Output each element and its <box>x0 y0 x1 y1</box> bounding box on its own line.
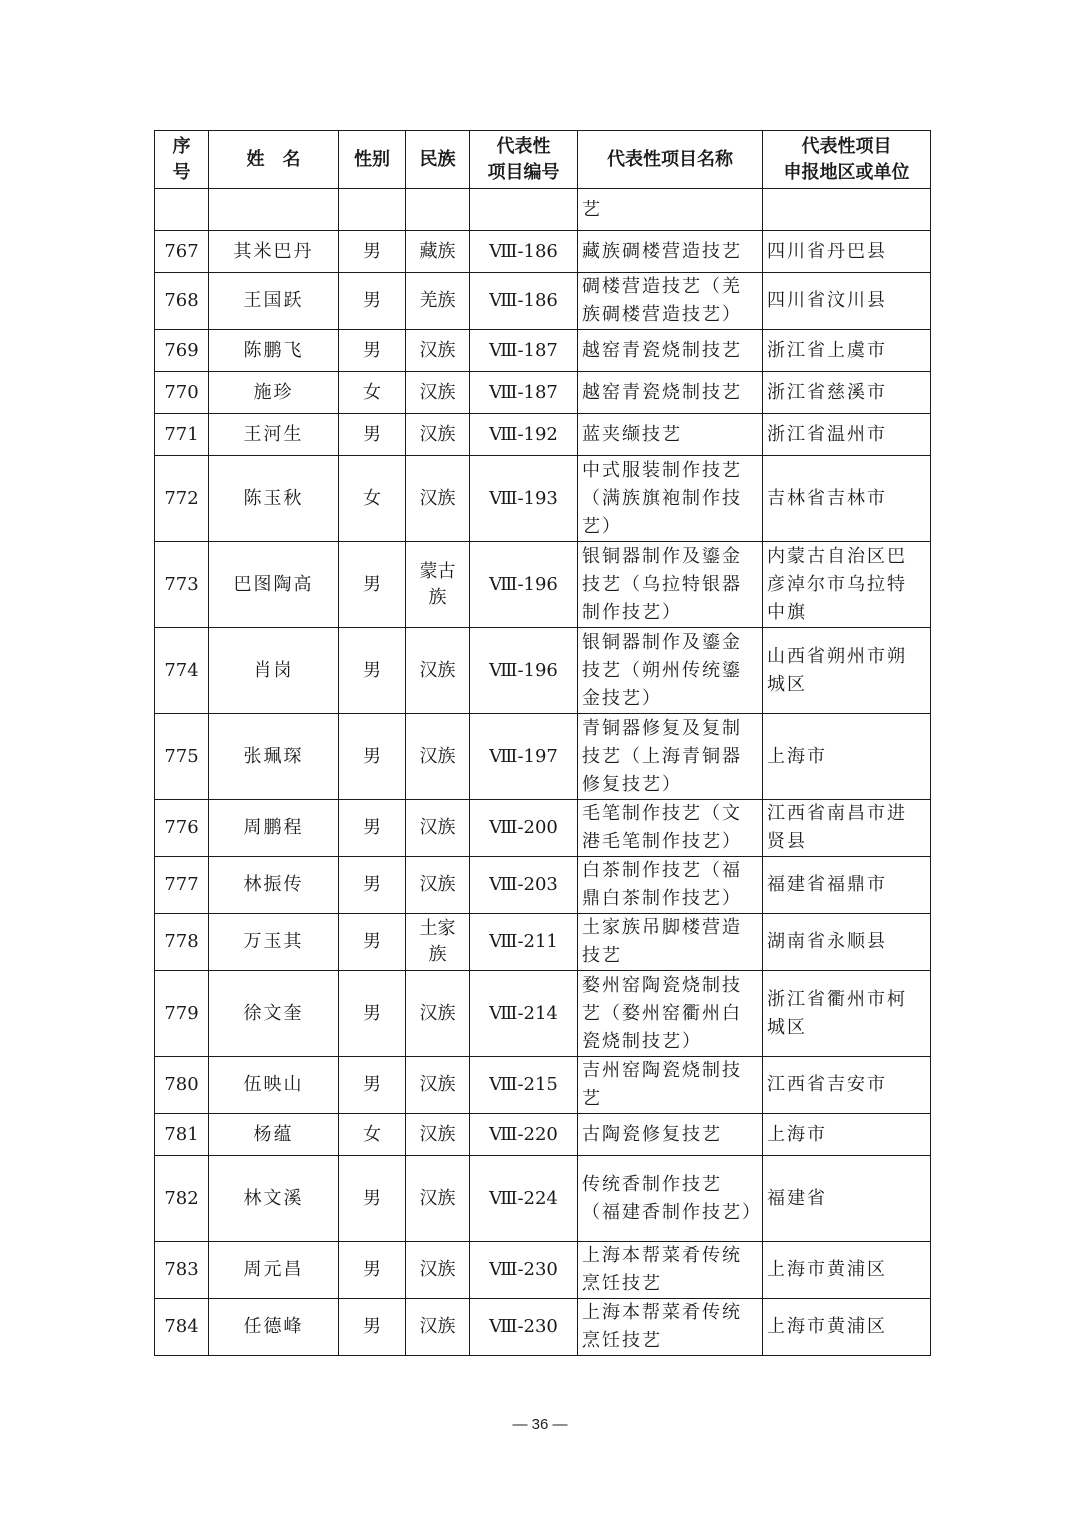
cell-project: 上海本帮菜肴传统烹饪技艺 <box>578 1242 763 1299</box>
cell-gender: 男 <box>339 628 406 714</box>
cell-name <box>209 189 339 231</box>
cell-name: 陈鹏飞 <box>209 330 339 372</box>
cell-seq: 767 <box>155 231 209 273</box>
cell-ethnicity: 汉族 <box>406 456 470 542</box>
cell-region: 四川省汶川县 <box>763 273 931 330</box>
cell-region: 上海市 <box>763 1114 931 1156</box>
cell-seq: 770 <box>155 372 209 414</box>
table-row <box>155 1156 931 1242</box>
cell-name: 王国跃 <box>209 273 339 330</box>
cell-gender: 男 <box>339 1156 406 1242</box>
cell-seq: 780 <box>155 1057 209 1114</box>
cell-region: 浙江省慈溪市 <box>763 372 931 414</box>
cell-name: 徐文奎 <box>209 971 339 1057</box>
cell-name: 任德峰 <box>209 1299 339 1356</box>
header-code: 代表性 项目编号 <box>470 131 578 189</box>
cell-name: 周元昌 <box>209 1242 339 1299</box>
cell-seq: 774 <box>155 628 209 714</box>
cell-region: 江西省吉安市 <box>763 1057 931 1114</box>
inheritors-table <box>154 130 931 1356</box>
cell-code: Ⅷ-196 <box>470 628 578 714</box>
table-row <box>155 330 931 372</box>
table-body <box>155 189 931 1356</box>
cell-ethnicity: 汉族 <box>406 971 470 1057</box>
cell-region: 山西省朔州市朔城区 <box>763 628 931 714</box>
cell-gender: 男 <box>339 330 406 372</box>
cell-ethnicity: 汉族 <box>406 372 470 414</box>
cell-region: 四川省丹巴县 <box>763 231 931 273</box>
cell-ethnicity: 汉族 <box>406 714 470 800</box>
cell-name: 杨蕴 <box>209 1114 339 1156</box>
cell-code: Ⅷ-220 <box>470 1114 578 1156</box>
cell-region: 福建省 <box>763 1156 931 1242</box>
cell-code: Ⅷ-186 <box>470 273 578 330</box>
cell-gender: 男 <box>339 273 406 330</box>
cell-seq: 779 <box>155 971 209 1057</box>
cell-project: 毛笔制作技艺（文港毛笔制作技艺） <box>578 800 763 857</box>
table-row-continued <box>155 189 931 231</box>
cell-gender: 男 <box>339 1299 406 1356</box>
cell-gender: 男 <box>339 800 406 857</box>
cell-ethnicity: 汉族 <box>406 330 470 372</box>
table-row <box>155 372 931 414</box>
cell-gender: 男 <box>339 714 406 800</box>
cell-name: 林文溪 <box>209 1156 339 1242</box>
cell-region: 浙江省上虞市 <box>763 330 931 372</box>
cell-gender: 男 <box>339 1242 406 1299</box>
cell-ethnicity: 汉族 <box>406 414 470 456</box>
cell-code: Ⅷ-186 <box>470 231 578 273</box>
table-row <box>155 714 931 800</box>
table-row <box>155 414 931 456</box>
cell-seq: 776 <box>155 800 209 857</box>
header-ethnicity: 民族 <box>406 131 470 189</box>
cell-gender: 女 <box>339 456 406 542</box>
header-project: 代表性项目名称 <box>578 131 763 189</box>
table-row <box>155 971 931 1057</box>
cell-ethnicity: 藏族 <box>406 231 470 273</box>
cell-code: Ⅷ-211 <box>470 914 578 971</box>
cell-ethnicity: 汉族 <box>406 1114 470 1156</box>
cell-region: 福建省福鼎市 <box>763 857 931 914</box>
header-region: 代表性项目 申报地区或单位 <box>763 131 931 189</box>
table-row <box>155 273 931 330</box>
cell-project: 艺 <box>578 189 763 231</box>
table-row <box>155 628 931 714</box>
cell-code <box>470 189 578 231</box>
table-row <box>155 857 931 914</box>
cell-seq: 773 <box>155 542 209 628</box>
cell-project: 白茶制作技艺（福鼎白茶制作技艺） <box>578 857 763 914</box>
cell-project: 蓝夹缬技艺 <box>578 414 763 456</box>
cell-region: 上海市 <box>763 714 931 800</box>
cell-seq: 771 <box>155 414 209 456</box>
table-row <box>155 1057 931 1114</box>
cell-code: Ⅷ-196 <box>470 542 578 628</box>
cell-code: Ⅷ-187 <box>470 330 578 372</box>
cell-code: Ⅷ-197 <box>470 714 578 800</box>
cell-seq: 784 <box>155 1299 209 1356</box>
cell-name: 万玉其 <box>209 914 339 971</box>
header-gender: 性别 <box>339 131 406 189</box>
cell-code: Ⅷ-215 <box>470 1057 578 1114</box>
table-row <box>155 1242 931 1299</box>
cell-name: 林振传 <box>209 857 339 914</box>
cell-seq <box>155 189 209 231</box>
cell-ethnicity: 土家族 <box>406 914 470 971</box>
cell-gender: 男 <box>339 914 406 971</box>
cell-ethnicity: 汉族 <box>406 1057 470 1114</box>
table-row <box>155 1299 931 1356</box>
cell-region: 湖南省永顺县 <box>763 914 931 971</box>
cell-region: 浙江省温州市 <box>763 414 931 456</box>
cell-gender: 男 <box>339 414 406 456</box>
cell-gender <box>339 189 406 231</box>
cell-name: 巴图陶高 <box>209 542 339 628</box>
cell-region: 浙江省衢州市柯城区 <box>763 971 931 1057</box>
cell-name: 陈玉秋 <box>209 456 339 542</box>
cell-project: 上海本帮菜肴传统烹饪技艺 <box>578 1299 763 1356</box>
cell-code: Ⅷ-200 <box>470 800 578 857</box>
cell-code: Ⅷ-187 <box>470 372 578 414</box>
cell-gender: 男 <box>339 1057 406 1114</box>
cell-code: Ⅷ-214 <box>470 971 578 1057</box>
cell-region: 吉林省吉林市 <box>763 456 931 542</box>
cell-project: 青铜器修复及复制技艺（上海青铜器修复技艺） <box>578 714 763 800</box>
cell-seq: 777 <box>155 857 209 914</box>
cell-seq: 782 <box>155 1156 209 1242</box>
cell-project: 藏族碉楼营造技艺 <box>578 231 763 273</box>
table-row <box>155 456 931 542</box>
cell-seq: 769 <box>155 330 209 372</box>
cell-project: 传统香制作技艺（福建香制作技艺） <box>578 1156 763 1242</box>
table-row <box>155 914 931 971</box>
cell-project: 银铜器制作及鎏金技艺（朔州传统鎏金技艺） <box>578 628 763 714</box>
cell-region: 上海市黄浦区 <box>763 1299 931 1356</box>
cell-region <box>763 189 931 231</box>
cell-ethnicity: 蒙古族 <box>406 542 470 628</box>
cell-code: Ⅷ-192 <box>470 414 578 456</box>
cell-name: 周鹏程 <box>209 800 339 857</box>
cell-name: 王河生 <box>209 414 339 456</box>
cell-name: 张珮琛 <box>209 714 339 800</box>
table-row <box>155 1114 931 1156</box>
cell-region: 上海市黄浦区 <box>763 1242 931 1299</box>
header-name: 姓 名 <box>209 131 339 189</box>
table-row <box>155 542 931 628</box>
cell-seq: 778 <box>155 914 209 971</box>
table-header <box>155 131 931 189</box>
cell-project: 古陶瓷修复技艺 <box>578 1114 763 1156</box>
cell-code: Ⅷ-193 <box>470 456 578 542</box>
cell-region: 江西省南昌市进贤县 <box>763 800 931 857</box>
cell-seq: 768 <box>155 273 209 330</box>
cell-ethnicity: 汉族 <box>406 1156 470 1242</box>
cell-seq: 783 <box>155 1242 209 1299</box>
cell-ethnicity: 汉族 <box>406 1299 470 1356</box>
cell-ethnicity: 羌族 <box>406 273 470 330</box>
cell-code: Ⅷ-230 <box>470 1242 578 1299</box>
table-row <box>155 231 931 273</box>
cell-name: 施珍 <box>209 372 339 414</box>
cell-name: 伍映山 <box>209 1057 339 1114</box>
cell-gender: 女 <box>339 1114 406 1156</box>
cell-ethnicity: 汉族 <box>406 800 470 857</box>
cell-code: Ⅷ-224 <box>470 1156 578 1242</box>
cell-name: 肖岗 <box>209 628 339 714</box>
cell-gender: 男 <box>339 857 406 914</box>
cell-project: 土家族吊脚楼营造技艺 <box>578 914 763 971</box>
cell-project: 越窑青瓷烧制技艺 <box>578 372 763 414</box>
cell-region: 内蒙古自治区巴彦淖尔市乌拉特中旗 <box>763 542 931 628</box>
cell-code: Ⅷ-203 <box>470 857 578 914</box>
cell-ethnicity: 汉族 <box>406 857 470 914</box>
cell-seq: 775 <box>155 714 209 800</box>
cell-gender: 男 <box>339 542 406 628</box>
cell-gender: 女 <box>339 372 406 414</box>
table-row <box>155 800 931 857</box>
cell-ethnicity: 汉族 <box>406 628 470 714</box>
cell-project: 吉州窑陶瓷烧制技艺 <box>578 1057 763 1114</box>
cell-project: 中式服装制作技艺（满族旗袍制作技艺） <box>578 456 763 542</box>
cell-name: 其米巴丹 <box>209 231 339 273</box>
cell-gender: 男 <box>339 971 406 1057</box>
header-seq: 序 号 <box>155 131 209 189</box>
cell-ethnicity <box>406 189 470 231</box>
cell-ethnicity: 汉族 <box>406 1242 470 1299</box>
cell-project: 越窑青瓷烧制技艺 <box>578 330 763 372</box>
cell-seq: 781 <box>155 1114 209 1156</box>
cell-project: 婺州窑陶瓷烧制技艺（婺州窑衢州白瓷烧制技艺） <box>578 971 763 1057</box>
cell-project: 碉楼营造技艺（羌族碉楼营造技艺） <box>578 273 763 330</box>
cell-seq: 772 <box>155 456 209 542</box>
cell-project: 银铜器制作及鎏金技艺（乌拉特银器制作技艺） <box>578 542 763 628</box>
page-number: — 36 — <box>512 1416 568 1433</box>
cell-code: Ⅷ-230 <box>470 1299 578 1356</box>
cell-gender: 男 <box>339 231 406 273</box>
